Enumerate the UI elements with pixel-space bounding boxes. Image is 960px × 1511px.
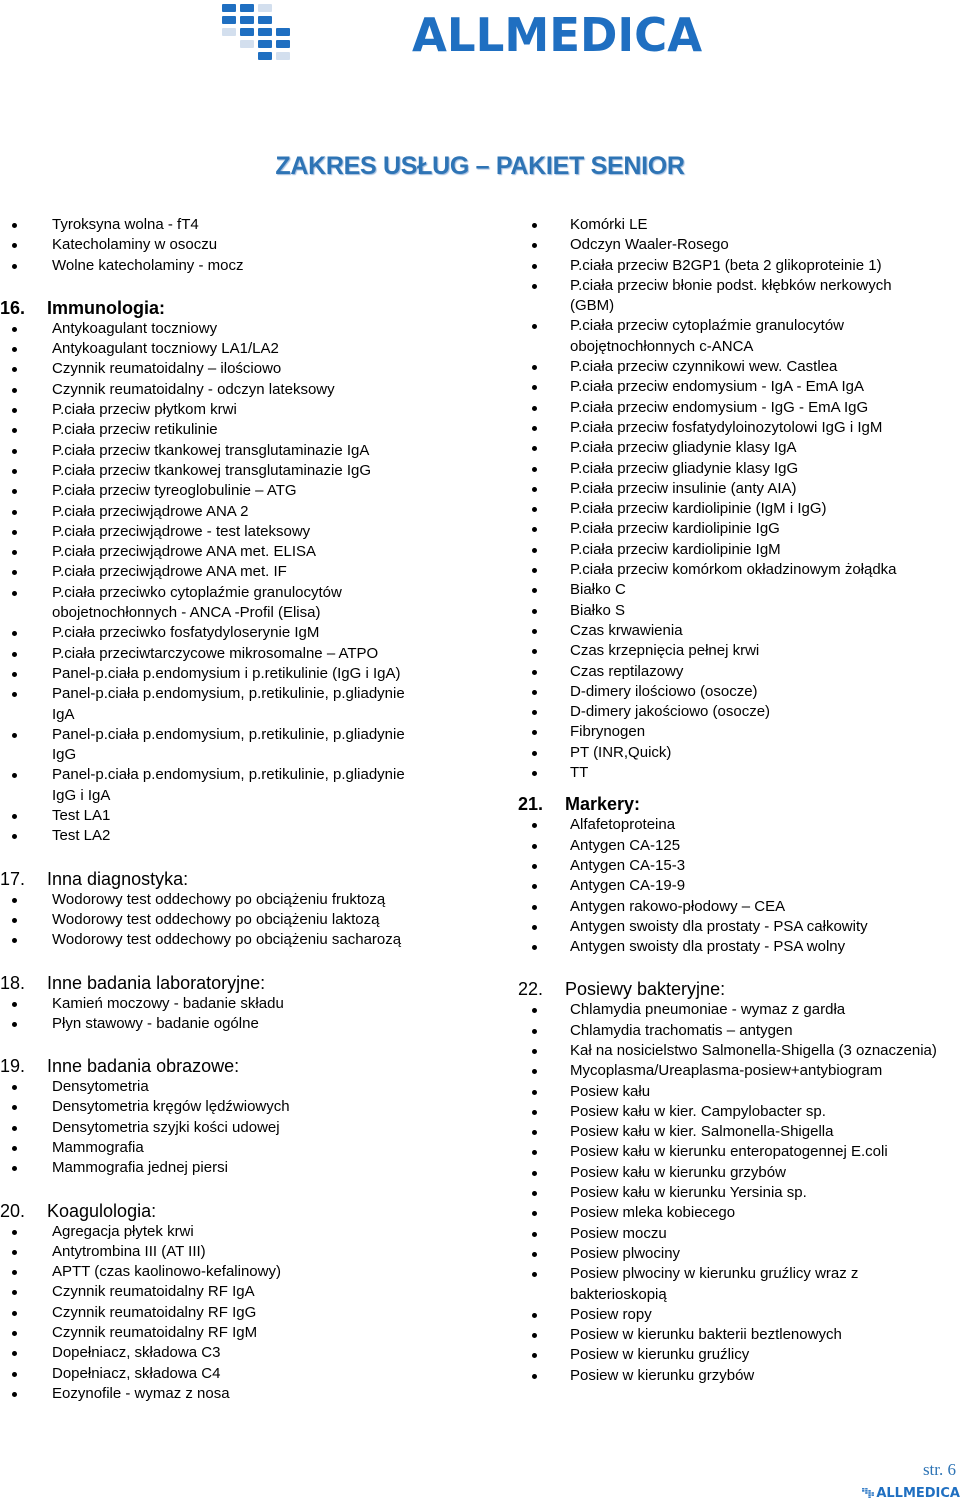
list-item: Panel-p.ciała p.endomysium, p.retikulinie, p.gliadynie IgG (0, 725, 420, 766)
list-item: Test LA2 (0, 826, 420, 846)
list-item: Alfafetoproteina (518, 815, 938, 835)
list-item: P.ciała przeciw płytkom krwi (0, 400, 420, 420)
list-item: Panel-p.ciała p.endomysium i p.retikulinie (IgG i IgA) (0, 664, 420, 684)
list-item: Posiew kału w kier. Campylobacter sp. (518, 1102, 938, 1122)
koagulologia-list (0, 1222, 420, 1405)
list-item: Mycoplasma/Ureaplasma-posiew+antybiogram (518, 1061, 938, 1081)
list-item: Chlamydia pneumoniae - wymaz z gardła (518, 1000, 938, 1020)
list-item: P.ciała przeciwjądrowe - test lateksowy (0, 522, 420, 542)
section-number: 20. (0, 1200, 26, 1221)
intro-list (0, 215, 420, 276)
list-item: Panel-p.ciała p.endomysium, p.retikulinie, p.gliadynie IgG i IgA (0, 765, 420, 806)
right-column (518, 215, 938, 1386)
list-item: Odczyn Waaler-Rosego (518, 235, 938, 255)
section-name: Posiewy bakteryjne: (565, 979, 726, 1000)
list-item: P.ciała przeciw cytoplaźmie granulocytów obojętnochłonnych c-ANCA (518, 316, 938, 357)
list-item: P.ciała przeciw fosfatydyloinozytolowi IgG i IgM (518, 418, 938, 438)
list-item: Antytrombina III (AT III) (0, 1242, 420, 1262)
section-name: Immunologia: (47, 297, 165, 318)
list-item: P.ciała przeciwko cytoplaźmie granulocytów obojetnochłonnych - ANCA -Profil (Elisa) (0, 583, 420, 624)
list-item: Dopełniacz, składowa C4 (0, 1364, 420, 1384)
list-item: Test LA1 (0, 806, 420, 826)
list-item: Czynnik reumatoidalny RF IgM (0, 1323, 420, 1343)
list-item: P.ciała przeciw endomysium - IgG - EmA IgG (518, 398, 938, 418)
footer-brand: ALLMEDICA (876, 1485, 960, 1501)
list-item: P.ciała przeciwjądrowe ANA 2 (0, 502, 420, 522)
list-item: Kamień moczowy - badanie składu (0, 994, 420, 1014)
list-item: Posiew kału w kierunku Yersinia sp. (518, 1183, 938, 1203)
inna-diagnostyka-list (0, 890, 420, 951)
list-item: Posiew kału w kierunku grzybów (518, 1163, 938, 1183)
list-item: P.ciała przeciw tyreoglobulinie – ATG (0, 481, 420, 501)
section-name: Inne badania obrazowe: (47, 1056, 240, 1077)
list-item: Chlamydia trachomatis – antygen (518, 1021, 938, 1041)
list-item: Czas krzepnięcia pełnej krwi (518, 641, 938, 661)
list-item: Białko C (518, 580, 938, 600)
list-item: P.ciała przeciw B2GP1 (beta 2 glikoproteinie 1) (518, 256, 938, 276)
section-name: Inna diagnostyka: (47, 868, 189, 889)
list-item: P.ciała przeciw kardiolipinie IgG (518, 519, 938, 539)
list-item: D-dimery ilościowo (osocze) (518, 682, 938, 702)
list-item: Wodorowy test oddechowy po obciążeniu fruktozą (0, 890, 420, 910)
list-item: Antygen CA-19-9 (518, 876, 938, 896)
list-item: Mammografia (0, 1138, 420, 1158)
list-item: Posiew kału (518, 1082, 938, 1102)
list-item: Posiew w kierunku grzybów (518, 1366, 938, 1386)
list-item: Tyroksyna wolna - fT4 (0, 215, 420, 235)
list-item: Kał na nosicielstwo Salmonella-Shigella (3 oznaczenia) (518, 1041, 938, 1061)
list-item: Antykoagulant toczniowy (0, 319, 420, 339)
logo-cross-icon (222, 2, 408, 68)
section-heading-21 (518, 793, 938, 815)
immunologia-list (0, 319, 420, 847)
allmedica-logo (222, 0, 708, 70)
list-item: Antygen swoisty dla prostaty - PSA wolny (518, 937, 938, 957)
section-heading-19 (0, 1055, 420, 1077)
list-item: Czynnik reumatoidalny RF IgG (0, 1303, 420, 1323)
list-item: P.ciała przeciw czynnikowi wew. Castlea (518, 357, 938, 377)
list-item: Densytometria (0, 1077, 420, 1097)
section-name: Markery: (565, 794, 641, 815)
list-item: D-dimery jakościowo (osocze) (518, 702, 938, 722)
left-column (0, 215, 420, 1404)
list-item: Posiew kału w kier. Salmonella-Shigella (518, 1122, 938, 1142)
list-item: Antygen CA-125 (518, 836, 938, 856)
list-item: TT (518, 763, 938, 783)
section-heading-18 (0, 972, 420, 994)
brand-name: ALLMEDICA (412, 8, 703, 62)
list-item: Katecholaminy w osoczu (0, 235, 420, 255)
list-item: Posiew plwociny (518, 1244, 938, 1264)
page-number: str. 6 (922, 1460, 956, 1479)
list-item: Wodorowy test oddechowy po obciążeniu sacharozą (0, 930, 420, 950)
list-item: P.ciała przeciw gliadynie klasy IgG (518, 459, 938, 479)
inne-badania-obrazowe-list (0, 1077, 420, 1178)
logo-cross-icon (862, 1482, 874, 1504)
section-number: 16. (0, 297, 26, 318)
list-item: Mammografia jednej piersi (0, 1158, 420, 1178)
list-item: P.ciała przeciw komórkom okładzinowym żołądka (518, 560, 938, 580)
list-item: Czas reptilazowy (518, 662, 938, 682)
list-item: Białko S (518, 601, 938, 621)
list-item: Płyn stawowy - badanie ogólne (0, 1014, 420, 1034)
section-heading-16 (0, 297, 420, 319)
list-item: P.ciała przeciw kardiolipinie IgM (518, 540, 938, 560)
list-item: Agregacja płytek krwi (0, 1222, 420, 1242)
section-number: 22. (518, 979, 544, 1000)
list-item: P.ciała przeciw retikulinie (0, 420, 420, 440)
list-item: P.ciała przeciwko fosfatydyloserynie IgM (0, 623, 420, 643)
list-item: Fibrynogen (518, 722, 938, 742)
list-item: Wodorowy test oddechowy po obciążeniu laktozą (0, 910, 420, 930)
list-item: Czas krwawienia (518, 621, 938, 641)
list-item: Densytometria szyjki kości udowej (0, 1118, 420, 1138)
section-heading-22 (518, 978, 938, 1000)
list-item: Czynnik reumatoidalny RF IgA (0, 1282, 420, 1302)
list-item: PT (INR,Quick) (518, 743, 938, 763)
list-item: Dopełniacz, składowa C3 (0, 1343, 420, 1363)
list-item: Antygen swoisty dla prostaty - PSA całkowity (518, 917, 938, 937)
list-item: P.ciała przeciwjądrowe ANA met. ELISA (0, 542, 420, 562)
list-item: Eozynofile - wymaz z nosa (0, 1384, 420, 1404)
section-number: 19. (0, 1056, 26, 1077)
document-title: ZAKRES USŁUG – PAKIET SENIOR (275, 152, 685, 180)
list-item: P.ciała przeciw gliadynie klasy IgA (518, 438, 938, 458)
section-name: Koagulologia: (47, 1200, 157, 1221)
list-item: Antygen rakowo-płodowy – CEA (518, 897, 938, 917)
section-heading-17 (0, 868, 420, 890)
list-item: Czynnik reumatoidalny – ilościowo (0, 359, 420, 379)
immunologia-continued-list (518, 215, 938, 783)
list-item: Posiew mleka kobiecego (518, 1203, 938, 1223)
list-item: P.ciała przeciw insulinie (anty AIA) (518, 479, 938, 499)
list-item: Antykoagulant toczniowy LA1/LA2 (0, 339, 420, 359)
list-item: P.ciała przeciw tkankowej transglutaminazie IgA (0, 441, 420, 461)
page-footer (862, 1460, 960, 1504)
section-heading-20 (0, 1200, 420, 1222)
list-item: P.ciała przeciw tkankowej transglutaminazie IgG (0, 461, 420, 481)
section-number: 17. (0, 868, 26, 889)
list-item: P.ciała przeciw kardiolipinie (IgM i IgG) (518, 499, 938, 519)
list-item: Posiew plwociny w kierunku gruźlicy wraz z bakterioskopią (518, 1264, 938, 1305)
list-item: P.ciała przeciw błonie podst. kłębków nerkowych (GBM) (518, 276, 938, 317)
footer-logo (862, 1482, 960, 1504)
list-item: Posiew w kierunku bakterii beztlenowych (518, 1325, 938, 1345)
list-item: Densytometria kręgów lędźwiowych (0, 1097, 420, 1117)
list-item: Czynnik reumatoidalny - odczyn lateksowy (0, 380, 420, 400)
list-item: Posiew kału w kierunku enteropatogennej E.coli (518, 1142, 938, 1162)
list-item: Antygen CA-15-3 (518, 856, 938, 876)
list-item: APTT (czas kaolinowo-kefalinowy) (0, 1262, 420, 1282)
list-item: P.ciała przeciwtarczycowe mikrosomalne – ATPO (0, 644, 420, 664)
section-number: 18. (0, 972, 26, 993)
posiewy-bakteryjne-list (518, 1000, 938, 1386)
list-item: Posiew w kierunku gruźlicy (518, 1345, 938, 1365)
list-item: Wolne katecholaminy - mocz (0, 256, 420, 276)
section-number: 21. (518, 794, 544, 815)
section-name: Inne badania laboratoryjne: (47, 972, 266, 993)
inne-badania-laboratoryjne-list (0, 994, 420, 1035)
list-item: P.ciała przeciw endomysium - IgA - EmA IgA (518, 377, 938, 397)
list-item: Posiew ropy (518, 1305, 938, 1325)
markery-list (518, 815, 938, 957)
list-item: Posiew moczu (518, 1224, 938, 1244)
list-item: Komórki LE (518, 215, 938, 235)
list-item: P.ciała przeciwjądrowe ANA met. IF (0, 562, 420, 582)
list-item: Panel-p.ciała p.endomysium, p.retikulinie, p.gliadynie IgA (0, 684, 420, 725)
